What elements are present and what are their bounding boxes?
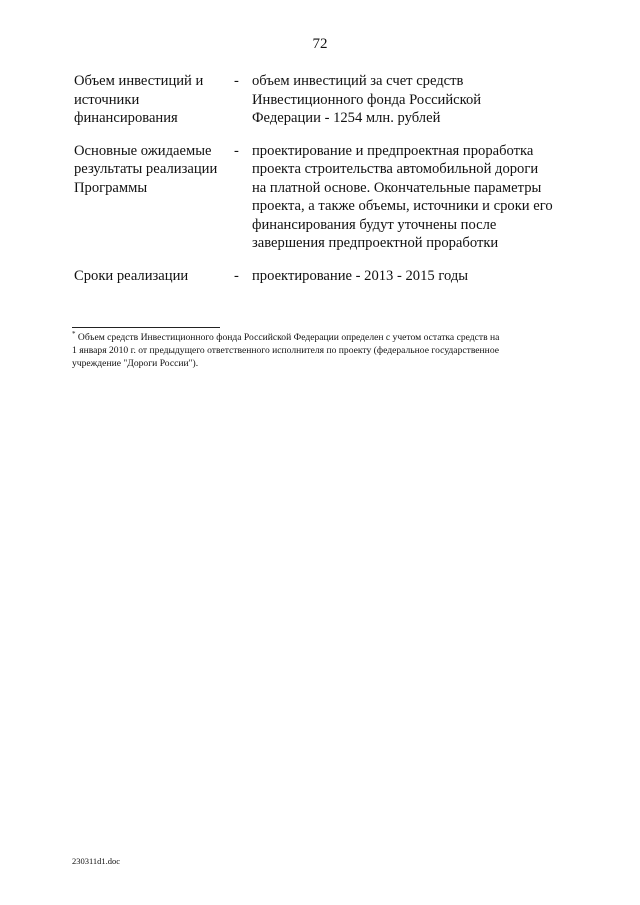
value-line: на платной основе. Окончательные параметры [252,179,542,196]
row-label [74,142,232,253]
footnote-divider [72,327,220,328]
footnote-line [72,331,572,344]
row-dash: - [234,267,239,284]
page-number: 72 [312,36,328,52]
row-label [74,72,232,128]
row-investment [74,72,574,128]
row-value [252,267,574,286]
row-dash: - [234,73,239,89]
row-timeline [74,267,574,286]
value-line: объем инвестиций за счет средств [252,73,464,89]
label-line: источники [74,91,140,108]
value-line: Федерации - 1254 млн. рублей [252,110,441,126]
value-line: проекта строительства автомобильной дороги [252,161,539,177]
label-line: Сроки реализации [74,267,189,284]
label-line: результаты реализации [74,161,218,177]
label-line: Объем инвестиций и [74,73,204,89]
value-line: завершения предпроектной проработки [252,235,499,251]
row-label [74,267,232,286]
value-line: проекта, а также объемы, источники и сроки его [252,198,553,214]
label-line: Программы [74,179,148,196]
footnote [72,331,572,370]
row-value [252,72,574,128]
label-line: финансирования [74,110,178,126]
document-filename: 230311d1.doc [72,856,121,866]
value-line: Инвестиционного фонда Российской [252,91,482,108]
label-line: Основные ожидаемые [74,142,212,159]
footnote-line: 1 января 2010 г. от предыдущего ответственного исполнителя по проекту (федеральное государственное [72,345,499,356]
passport-table [74,72,574,285]
footnote-marker: * [72,329,76,338]
footnote-text: Объем средств Инвестиционного фонда Российской Федерации определен с учетом остатка средств на [77,332,500,343]
row-results [74,142,574,253]
value-line: финансирования будут уточнены после [252,216,497,233]
value-line: проектирование и предпроектная проработка [252,142,534,159]
row-dash: - [234,142,239,159]
footnote-line: учреждение "Дороги России"). [72,358,199,369]
value-line: проектирование - 2013 - 2015 годы [252,267,469,284]
row-value [252,142,574,253]
